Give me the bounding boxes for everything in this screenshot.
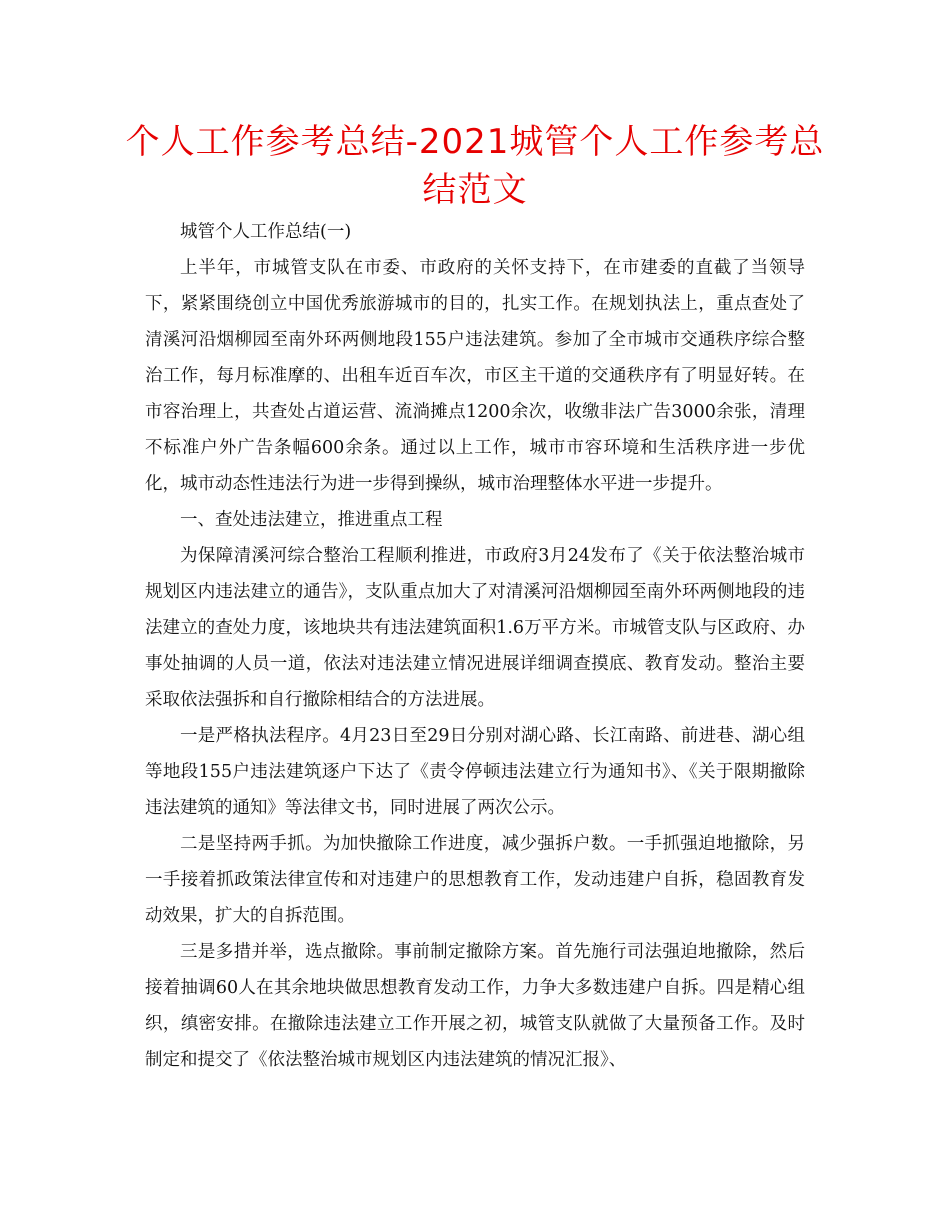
body-paragraph: 三是多措并举，选点撤除。事前制定撤除方案。首先施行司法强迫地撤除，然后接着抽调60人在其余地块做思想教育发动工作，力争大多数违建户自拆。四是精心组织，缜密安排。在撤除违法建立工作开展之初，城管支队就做了大量预备工作。及时制定和提交了《依法整治城市规划区内违法建筑的情况汇报》、	[145, 942, 805, 1070]
section-heading: 城管个人工作总结(一)	[180, 222, 352, 242]
document-title: 个人工作参考总结-2021城管个人工作参考总结范文	[125, 122, 825, 210]
body-paragraph: 为保障清溪河综合整治工程顺利推进，市政府3月24发布了《关于依法整治城市规划区内违法建立的通告》，支队重点加大了对清溪河沿烟柳园至南外环两侧地段的违法建立的查处力度，该地块共有违法建筑面积1.6万平方米。市城管支队与区政府、办事处抽调的人员一道，依法对违法建立情况进展详细调查摸底、教育发动。整治主要采取依法强拆和自行撤除相结合的方法进展。	[145, 546, 805, 710]
body-paragraph: 一是严格执法程序。4月23日至29日分别对湖心路、长江南路、前进巷、湖心组等地段155户违法建筑逐户下达了《责令停顿违法建立行为通知书》、《关于限期撤除违法建筑的通知》等法律文书，同时进展了两次公示。	[145, 726, 805, 818]
body-paragraph: 二是坚持两手抓。为加快撤除工作进度，减少强拆户数。一手抓强迫地撤除，另一手接着抓政策法律宣传和对违建户的思想教育工作，发动违建户自拆，稳固教育发动效果，扩大的自拆范围。	[145, 834, 805, 926]
body-paragraph: 上半年，市城管支队在市委、市政府的关怀支持下，在市建委的直截了当领导下，紧紧围绕创立中国优秀旅游城市的目的，扎实工作。在规划执法上，重点查处了清溪河沿烟柳园至南外环两侧地段155户违法建筑。参加了全市城市交通秩序综合整治工作，每月标准摩的、出租车近百车次，市区主干道的交通秩序有了明显好转。在市容治理上，共查处占道运营、流淌摊点1200余次，收缴非法广告3000余张，清理不标准户外广告条幅600余条。通过以上工作，城市市容环境和生活秩序进一步优化，城市动态性违法行为进一步得到操纵，城市治理整体水平进一步提升。	[145, 258, 805, 494]
document-body	[145, 214, 805, 1078]
section-heading: 一、查处违法建立，推进重点工程	[180, 510, 443, 530]
